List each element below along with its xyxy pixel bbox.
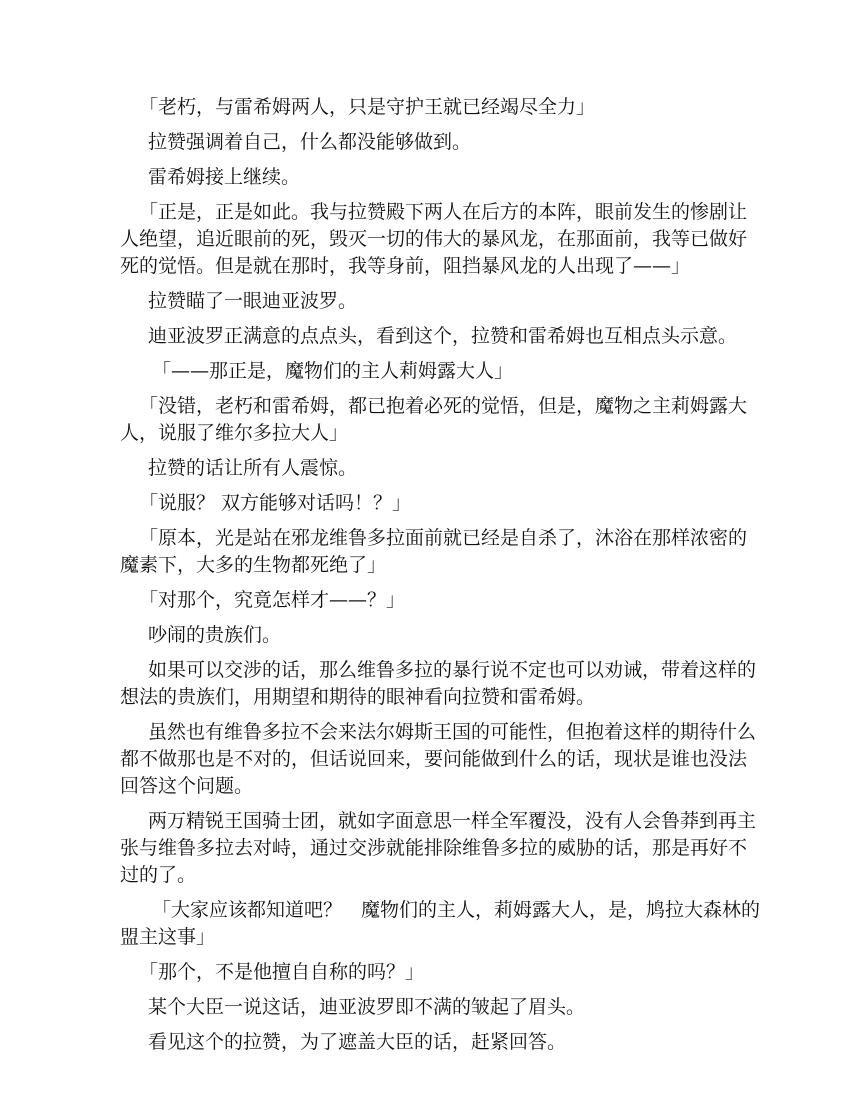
dialogue-paragraph: 「原本，光是站在邪龙维鲁多拉面前就已经是自杀了，沐浴在那样浓密的魔素下，大多的生物都死绝了」 (120, 527, 748, 576)
dialogue-paragraph: 「那个，不是他擅自自称的吗？」 (139, 961, 425, 983)
dialogue-paragraph: 「老朽，与雷希姆两人，只是守护王就已经竭尽全力」 (139, 96, 596, 118)
narration-paragraph: 虽然也有维鲁多拉不会来法尔姆斯王国的可能性，但抱着这样的期待什么都不做那也是不对的，但话说回来，要问能做到什么的话，现状是谁也没法回答这个问题。 (120, 721, 757, 797)
dialogue-paragraph: 「没错，老朽和雷希姆，都已抱着必死的觉悟，但是，魔物之主莉姆露大人，说服了维尔多拉大人」 (120, 395, 748, 444)
document-body (120, 94, 760, 1064)
narration-paragraph: 两万精锐王国骑士团，就如字面意思一样全军覆没，没有人会鲁莽到再主张与维鲁多拉去对峙，通过交涉就能排除维鲁多拉的威胁的话，那是再好不过的了。 (120, 810, 757, 886)
dialogue-paragraph: 「说服？ 双方能够对话吗！？」 (139, 492, 412, 514)
narration-paragraph: 雷希姆接上继续。 (148, 166, 301, 188)
dialogue-paragraph: 「对那个，究竟怎样才——？」 (139, 589, 406, 611)
narration-paragraph: 拉赞的话让所有人震惊。 (148, 457, 358, 479)
narration-paragraph: 拉赞强调着自己，什么都没能够做到。 (148, 131, 472, 153)
narration-paragraph: 迪亚波罗正满意的点点头，看到这个，拉赞和雷希姆也互相点头示意。 (148, 325, 738, 347)
dialogue-paragraph: 「大家应该都知道吧？ 魔物们的主人，莉姆露大人，是，鸠拉大森林的盟主这事」 (120, 899, 761, 948)
narration-paragraph: 吵闹的贵族们。 (148, 624, 282, 646)
narration-paragraph: 拉赞瞄了一眼迪亚波罗。 (148, 290, 358, 312)
narration-paragraph: 看见这个的拉赞，为了遮盖大臣的话，赶紧回答。 (148, 1031, 567, 1053)
dialogue-paragraph: 「——那正是，魔物们的主人莉姆露大人」 (152, 360, 514, 382)
narration-paragraph: 某个大臣一说这话，迪亚波罗即不满的皱起了眉头。 (148, 996, 586, 1018)
narration-paragraph: 如果可以交涉的话，那么维鲁多拉的暴行说不定也可以劝诫，带着这样的想法的贵族们，用期望和期待的眼神看向拉赞和雷希姆。 (120, 659, 757, 708)
dialogue-paragraph: 「正是，正是如此。我与拉赞殿下两人在后方的本阵，眼前发生的惨剧让人绝望，追近眼前的死，毁灭一切的伟大的暴风龙，在那面前，我等已做好死的觉悟。但是就在那时，我等身前，阻挡暴风龙的人出现了——」 (120, 201, 748, 277)
